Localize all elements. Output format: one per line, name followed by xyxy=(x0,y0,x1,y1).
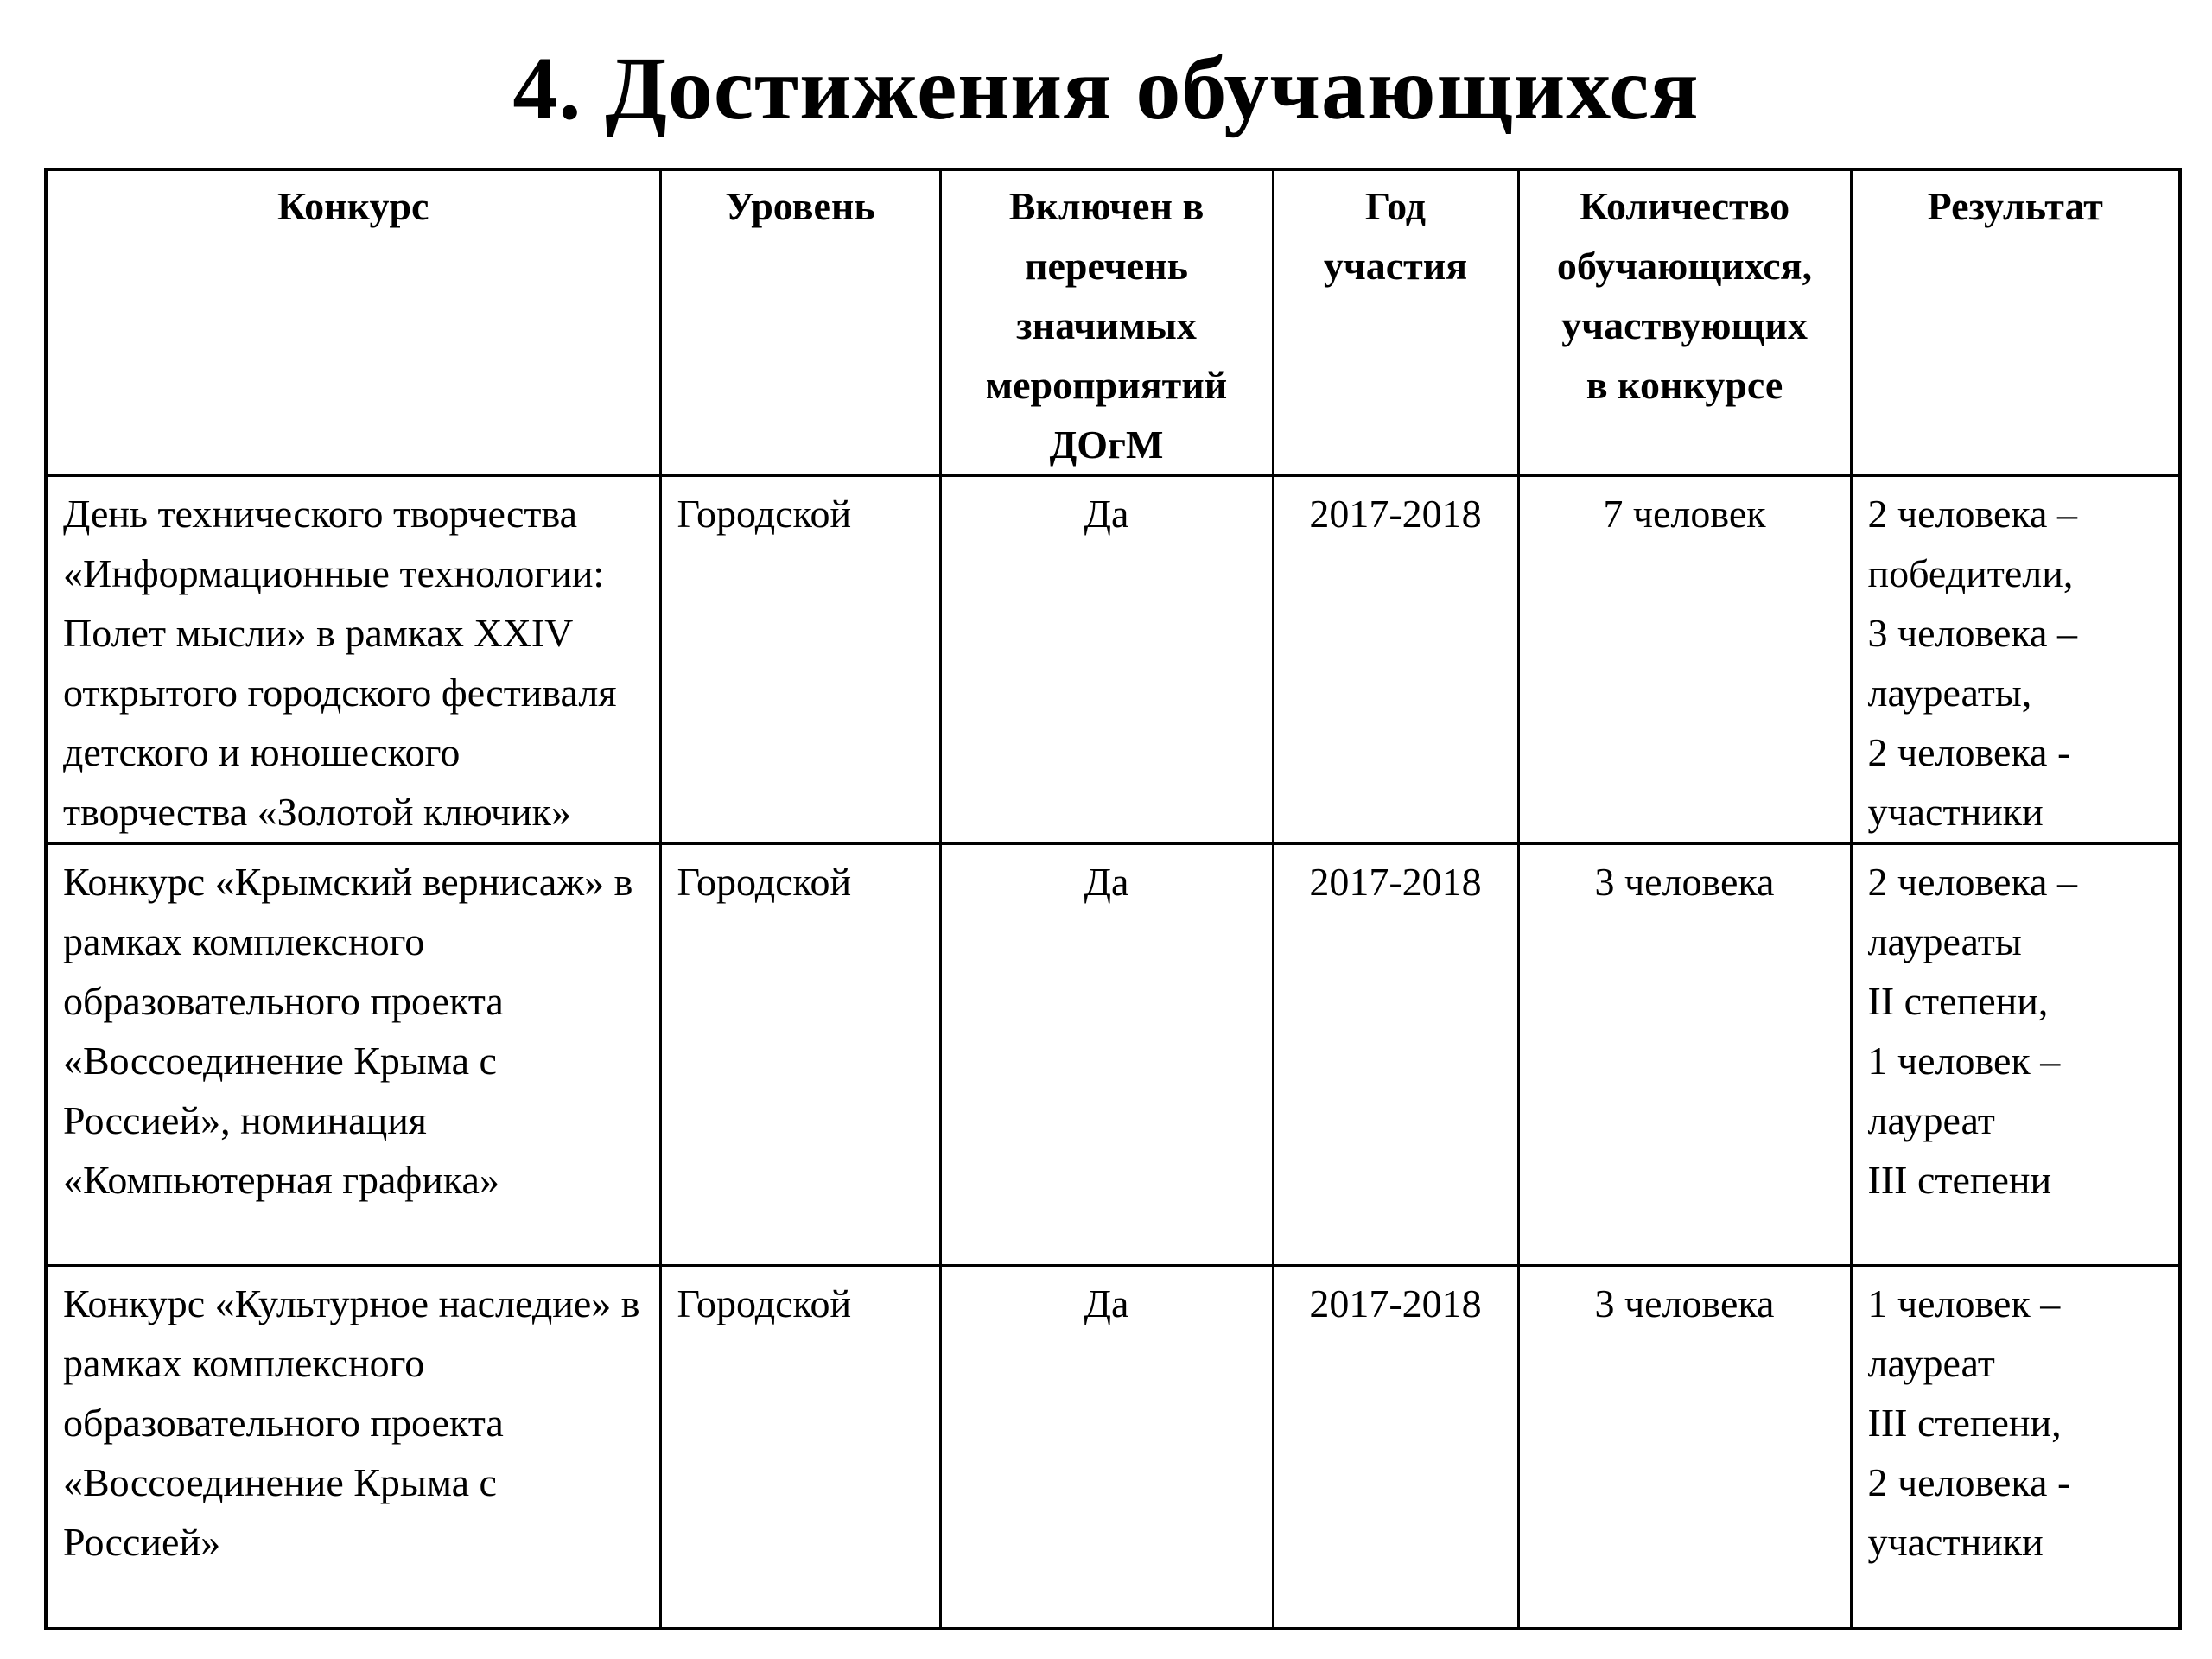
column-header-result: Результат xyxy=(1851,169,2180,476)
result-cell: 1 человек – лауреат III степени, 2 человека - участники xyxy=(1851,1266,2180,1629)
result-cell: 2 человека – лауреаты II степени, 1 человек – лауреат III степени xyxy=(1851,844,2180,1266)
column-header-count: Количество обучающихся, участвующих в конкурсе xyxy=(1518,169,1851,476)
result-cell: 2 человека – победители, 3 человека – лауреаты, 2 человека - участники xyxy=(1851,476,2180,844)
column-header-year: Год участия xyxy=(1273,169,1518,476)
column-header-contest: Конкурс xyxy=(46,169,660,476)
count-cell: 3 человека xyxy=(1518,1266,1851,1629)
table-row xyxy=(46,844,2180,1266)
level-cell: Городской xyxy=(660,476,940,844)
table-header-row xyxy=(46,169,2180,476)
level-cell: Городской xyxy=(660,1266,940,1629)
included-cell: Да xyxy=(940,476,1273,844)
achievements-table xyxy=(44,168,2182,1630)
page-title: 4. Достижения обучающихся xyxy=(512,39,1700,138)
count-cell: 3 человека xyxy=(1518,844,1851,1266)
year-cell: 2017-2018 xyxy=(1273,844,1518,1266)
contest-cell: День технического творчества «Информационные технологии: Полет мысли» в рамках XXIV открытого городского фестиваля детского и юношеского творчества «Золотой ключик» xyxy=(46,476,660,844)
year-cell: 2017-2018 xyxy=(1273,1266,1518,1629)
contest-cell: Конкурс «Культурное наследие» в рамках комплексного образовательного проекта «Воссоединение Крыма с Россией» xyxy=(46,1266,660,1629)
contest-cell: Конкурс «Крымский вернисаж» в рамках комплексного образовательного проекта «Воссоединение Крыма с Россией», номинация «Компьютерная графика» xyxy=(46,844,660,1266)
year-cell: 2017-2018 xyxy=(1273,476,1518,844)
table-row xyxy=(46,1266,2180,1629)
level-cell: Городской xyxy=(660,844,940,1266)
column-header-level: Уровень xyxy=(660,169,940,476)
included-cell: Да xyxy=(940,844,1273,1266)
table-row xyxy=(46,476,2180,844)
count-cell: 7 человек xyxy=(1518,476,1851,844)
column-header-included: Включен в перечень значимых мероприятий ДОгМ xyxy=(940,169,1273,476)
included-cell: Да xyxy=(940,1266,1273,1629)
